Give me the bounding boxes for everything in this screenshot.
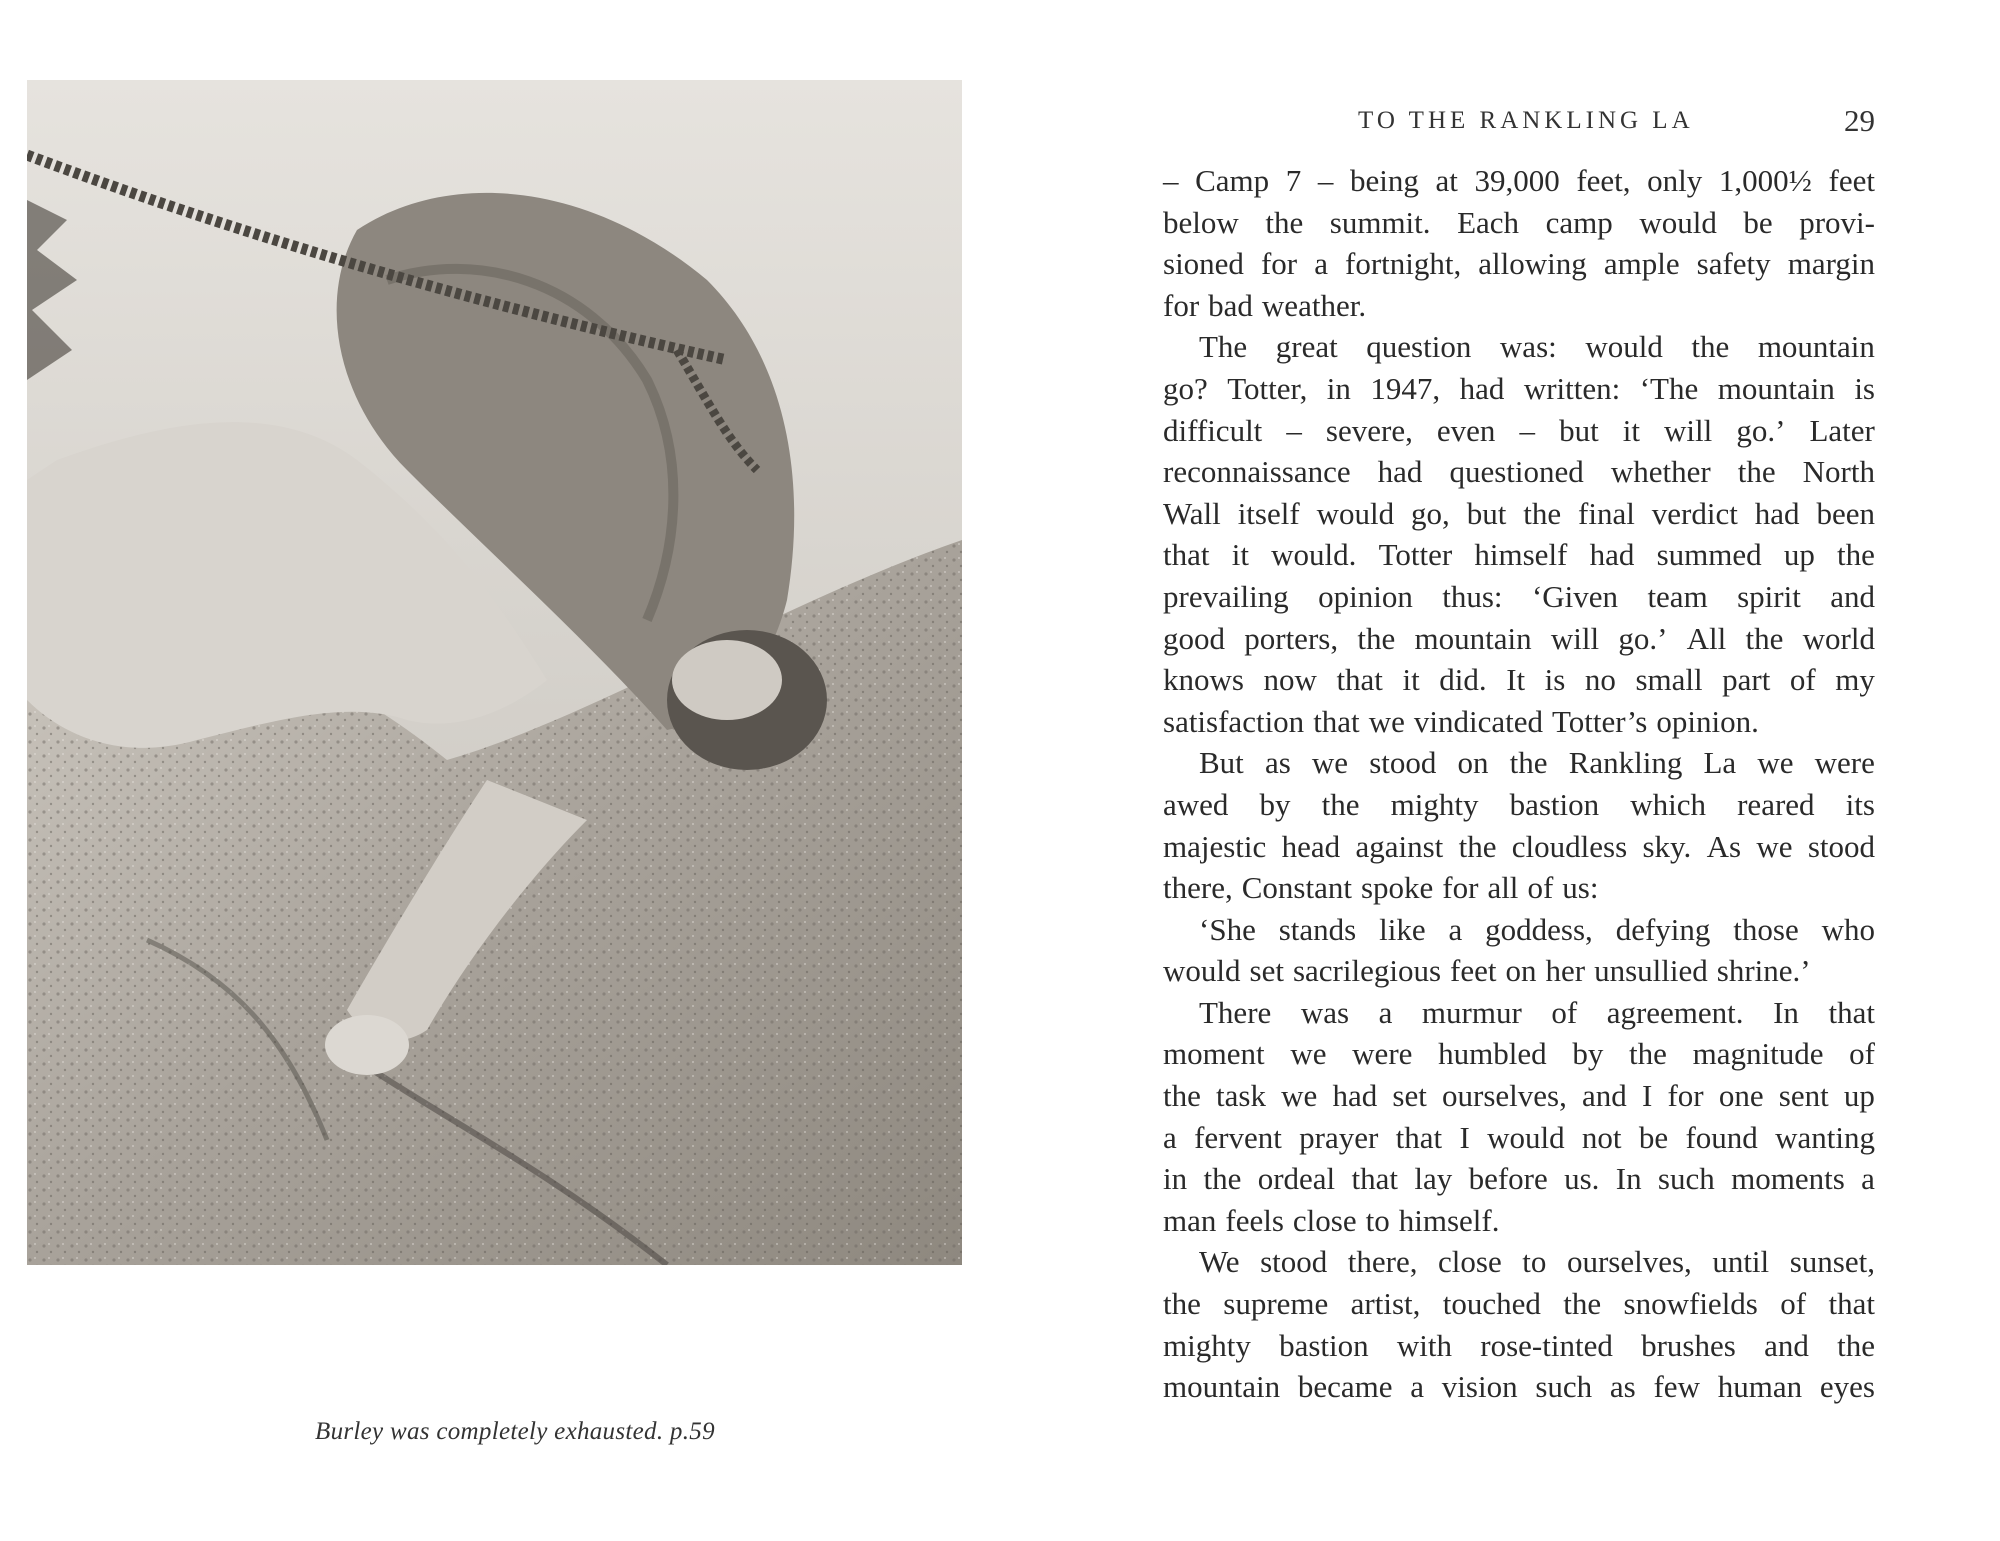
text-line: awed by the mighty bastion which reared its (1163, 786, 1875, 822)
text-line: below the summit. Each camp would be provi- (1163, 204, 1875, 240)
text-line: good porters, the mountain will go.’ All the world (1163, 620, 1875, 656)
text-line: would set sacrilegious feet on her unsullied shrine.’ (1163, 953, 1811, 989)
text-line: moment we were humbled by the magnitude of (1163, 1036, 1875, 1072)
running-title: TO THE RANKLING LA (1358, 107, 1694, 134)
text-line: – Camp 7 – being at 39,000 feet, only 1,000½ feet (1163, 163, 1875, 198)
text-line: ‘She stands like a goddess, defying those who (1199, 911, 1875, 947)
text-line: mighty bastion with rose-tinted brushes and the (1163, 1327, 1875, 1363)
text-line: the task we had set ourselves, and I for one sent up (1163, 1078, 1875, 1114)
text-line: a fervent prayer that I would not be found wanting (1163, 1119, 1875, 1155)
climber-face (672, 640, 782, 720)
photo-illustration (27, 80, 962, 1265)
climber-hand (325, 1015, 409, 1075)
text-line: there, Constant spoke for all of us: (1163, 870, 1599, 906)
climber-photograph (27, 80, 962, 1265)
text-line: prevailing opinion thus: ‘Given team spirit and (1163, 578, 1875, 614)
text-line: sioned for a fortnight, allowing ample safety margin (1163, 246, 1875, 282)
text-line: go? Totter, in 1947, had written: ‘The mountain is (1163, 370, 1875, 406)
text-line: The great question was: would the mountain (1199, 329, 1875, 365)
text-line: majestic head against the cloudless sky. As we stood (1163, 828, 1875, 864)
text-line: man feels close to himself. (1163, 1202, 1500, 1238)
body-text (1163, 160, 1875, 1408)
text-line: reconnaissance had questioned whether the North (1163, 454, 1875, 490)
running-head (1163, 103, 1875, 147)
text-line: knows now that it did. It is no small part of my (1163, 662, 1875, 698)
text-line: But as we stood on the Rankling La we were (1199, 745, 1875, 781)
text-line: in the ordeal that lay before us. In such moments a (1163, 1161, 1875, 1197)
text-line: for bad weather. (1163, 287, 1367, 323)
text-line: We stood there, close to ourselves, until sunset, (1199, 1244, 1875, 1280)
photo-caption: Burley was completely exhausted. p.59 (315, 1418, 715, 1445)
text-line: the supreme artist, touched the snowfields of that (1163, 1286, 1875, 1322)
text-line: difficult – severe, even – but it will go.’ Later (1163, 412, 1875, 448)
text-line: Wall itself would go, but the final verdict had been (1163, 495, 1875, 531)
text-line: that it would. Totter himself had summed up the (1163, 537, 1875, 573)
page-number: 29 (1844, 103, 1875, 138)
text-line: satisfaction that we vindicated Totter’s opinion. (1163, 703, 1759, 739)
text-line: mountain became a vision such as few human eyes (1163, 1369, 1875, 1405)
text-line: There was a murmur of agreement. In that (1199, 994, 1875, 1030)
